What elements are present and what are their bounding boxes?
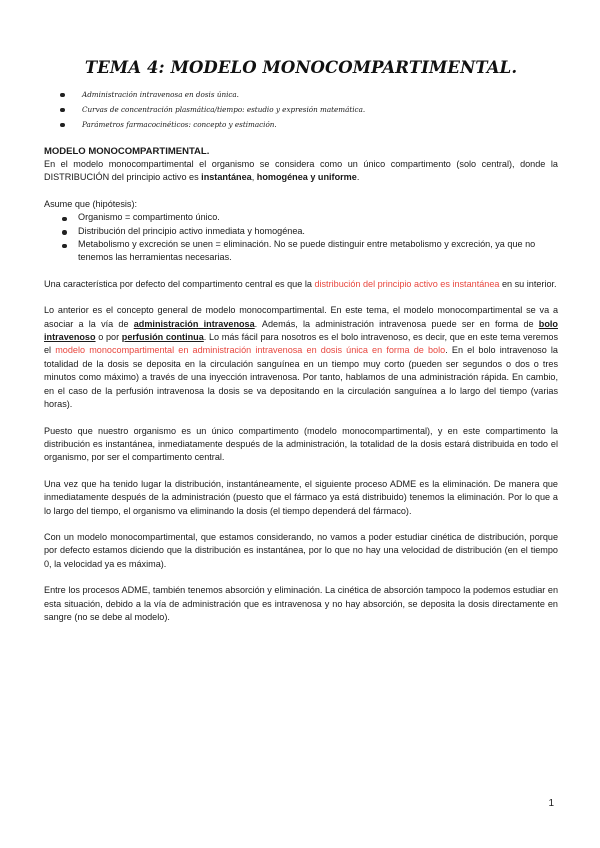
paragraph-definition bbox=[44, 158, 558, 185]
paragraph-absorption: Entre los procesos ADME, también tenemos absorción y eliminación. La cinética de absorción tampoco la podemos estudiar en esta situación, debido a la vía de administración que es intravenosa y no hay absorción, se deposita la dosis directamente en sangre (no se debe al modelo). bbox=[44, 585, 558, 622]
text-run: , bbox=[251, 172, 257, 183]
red-highlight: modelo monocompartimental en administración intravenosa en dosis única en forma de bolo bbox=[55, 345, 446, 356]
text-run: Una característica por defecto del compartimento central es que la bbox=[44, 278, 315, 289]
text-run: En el modelo monocompartimental el organismo se considera como un único compartimento (solo central), donde la DISTRIBUCIÓN del principio activo es bbox=[44, 159, 558, 183]
hypothesis-item: Distribución del principio activo inmediata y homogénea. bbox=[62, 225, 558, 238]
topic-item: Curvas de concentración plasmática/tiempo: estudio y expresión matemática. bbox=[60, 102, 558, 117]
paragraph-elimination: Una vez que ha tenido lugar la distribución, instantáneamente, el siguiente proceso ADME es la eliminación. De manera que inmediatamente después de la administración (puesto que el fármaco ya está distribuido) tenemos la eliminación. Por lo que a lo largo del tiempo, el organismo va eliminando la dosis (el tiempo dependerá del fármaco). bbox=[44, 478, 558, 516]
paragraph-distribution-kinetics: Con un modelo monocompartimental, que estamos considerando, no vamos a poder estudiar cinética de distribución, porque por defecto estamos diciendo que la distribución es instantánea, por lo que no hay una velocidad de distribución (en el tiempo 0, la velocidad ya es máxima). bbox=[44, 531, 558, 569]
page-title: TEMA 4: MODELO MONOCOMPARTIMENTAL. bbox=[84, 58, 518, 77]
section-title: MODELO MONOCOMPARTIMENTAL. bbox=[44, 146, 210, 157]
underlined-term: perfusión continua bbox=[121, 332, 204, 343]
page-content bbox=[44, 58, 558, 624]
text-run: . Lo más fácil para nosotros es el bolo intravenoso, es decir, que en este tema veremos el bbox=[44, 332, 558, 356]
paragraph-intravenous bbox=[44, 304, 558, 411]
topic-item: Administración intravenosa en dosis única. bbox=[60, 87, 558, 102]
text-run: . Además, la administración intravenosa puede ser en forma de bbox=[254, 318, 539, 329]
underlined-term: bolo intravenoso bbox=[44, 318, 558, 343]
hypotheses-label: Asume que (hipótesis): bbox=[44, 198, 138, 209]
topic-item: Parámetros farmacocinéticos: concepto y estimación. bbox=[60, 117, 558, 132]
text-run: . bbox=[356, 172, 360, 183]
text-run: en su interior. bbox=[499, 278, 557, 289]
hypothesis-item: Organismo = compartimento único. bbox=[62, 211, 558, 224]
bold-term-homogenea: homogénea y uniforme bbox=[256, 172, 357, 183]
bold-term-instantanea: instantánea bbox=[201, 172, 252, 183]
paragraph-characteristic bbox=[44, 278, 558, 291]
paragraph-distribution: Puesto que nuestro organismo es un único compartimento (modelo monocompartimental), y en este compartimento la distribución es instantánea, inmediatamente después de la administración, la totalidad de la dosis estará distribuida en todo el organismo, por ser el compartimento central. bbox=[44, 425, 558, 463]
underlined-term: administración intravenosa bbox=[133, 318, 255, 329]
red-highlight: distribución del principio activo es instantánea bbox=[314, 278, 500, 289]
topic-list bbox=[44, 87, 558, 132]
hypotheses-list bbox=[44, 211, 558, 265]
page-number: 1 bbox=[548, 798, 554, 809]
hypothesis-item: Metabolismo y excreción se unen = eliminación. No se puede distinguir entre metabolismo y excreción, ya que no tenemos las herramientas necesarias. bbox=[62, 238, 558, 265]
text-run: o por bbox=[95, 332, 122, 343]
text-run: . En el bolo intravenoso la totalidad de la dosis se deposita en la circulación sanguínea en un tiempo muy corto (pueden ser segundos o dos o tres minutos como máximo) a través de una inyección intravenosa. Por tanto, hablamos de una administración rápida. En cambio, en el caso de la perfusión intravenosa la dosis se va depositando en la circulación sanguínea a lo largo del tiempo (varias horas). bbox=[44, 345, 558, 410]
text-run: Lo anterior es el concepto general de modelo monocompartimental. En este tema, el modelo monocompartimental se va a asociar a la vía de bbox=[44, 305, 558, 329]
